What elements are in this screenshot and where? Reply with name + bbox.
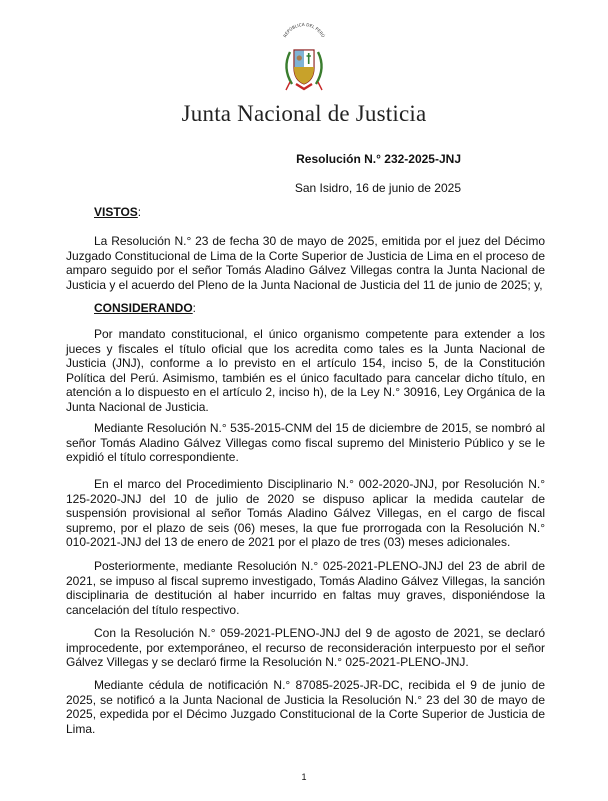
place-date: San Isidro, 16 de junio de 2025 bbox=[294, 181, 461, 195]
considerando-heading: CONSIDERANDO: bbox=[94, 301, 197, 315]
considerando-paragraph-2: Mediante Resolución N.° 535-2015-CNM del 15 de diciembre de 2015, se nombró al señor Tomás Aladino Gálvez Villegas como fiscal supremo del Ministerio Público y se le expidió el título correspondiente. bbox=[66, 421, 545, 465]
peru-coat-of-arms-icon bbox=[276, 22, 332, 94]
crest-motto: REPÚBLICA DEL PERÚ bbox=[282, 22, 326, 39]
considerando-paragraph-6: Mediante cédula de notificación N.° 87085-2025-JR-DC, recibida el 9 de junio de 2025, se notificó a la Junta Nacional de Justicia la Resolución N.° 23 del 30 de mayo de 2025, expedida por el Décimo Juzgado Constitucional de la Corte Superior de Justicia de Lima. bbox=[66, 678, 545, 736]
page-number: 1 bbox=[301, 772, 307, 782]
institution-name: Junta Nacional de Justicia bbox=[181, 101, 427, 126]
vistos-paragraph: La Resolución N.° 23 de fecha 30 de mayo de 2025, emitida por el juez del Décimo Juzgado Constitucional de Lima de la Corte Superior de Justicia de Lima en el proceso de amparo seguido por el señor Tomás Aladino Gálvez Villegas contra la Junta Nacional de Justicia y el acuerdo del Pleno de la Junta Nacional de Justicia del 11 de junio de 2025; y, bbox=[66, 234, 545, 292]
vistos-heading: VISTOS: bbox=[94, 205, 142, 219]
resolution-number: Resolución N.° 232-2025-JNJ bbox=[296, 152, 461, 166]
considerando-paragraph-3: En el marco del Procedimiento Disciplinario N.° 002-2020-JNJ, por Resolución N.° 125-2020-JNJ del 10 de julio de 2020 se dispuso aplicar la medida cautelar de suspensión provisional al señor Tomás Aladino Gálvez Villegas, en el cargo de fiscal supremo, por el plazo de seis (06) meses, la que fue prorrogada con la Resolución N.° 010-2021-JNJ del 13 de enero de 2021 por el plazo de tres (03) meses adicionales. bbox=[66, 477, 545, 550]
considerando-paragraph-5: Con la Resolución N.° 059-2021-PLENO-JNJ del 9 de agosto de 2021, se declaró improcedente, por extemporáneo, el recurso de reconsideración interpuesto por el señor Gálvez Villegas y se declaró firme la Resolución N.° 025-2021-PLENO-JNJ. bbox=[66, 626, 545, 670]
svg-text:REPÚBLICA DEL PERÚ bbox=[282, 22, 326, 38]
considerando-paragraph-1: Por mandato constitucional, el único organismo competente para extender a los jueces y fiscales el título oficial que los acredita como tales es la Junta Nacional de Justicia (JNJ), conforme a lo previsto en el artículo 154, inciso 5, de la Constitución Política del Perú. Asimismo, también es el único facultado para cancelar dicho título, en atención a lo dispuesto en el artículo 2, inciso h), de la Ley N.° 30916, Ley Orgánica de la Junta Nacional de Justicia. bbox=[66, 327, 545, 414]
considerando-paragraph-4: Posteriormente, mediante Resolución N.° 025-2021-PLENO-JNJ del 23 de abril de 2021, se impuso al fiscal supremo investigado, Tomás Aladino Gálvez Villegas, la sanción disciplinaria de destitución al haber incurrido en faltas muy graves, disponiéndose la cancelación del título respectivo. bbox=[66, 559, 545, 617]
